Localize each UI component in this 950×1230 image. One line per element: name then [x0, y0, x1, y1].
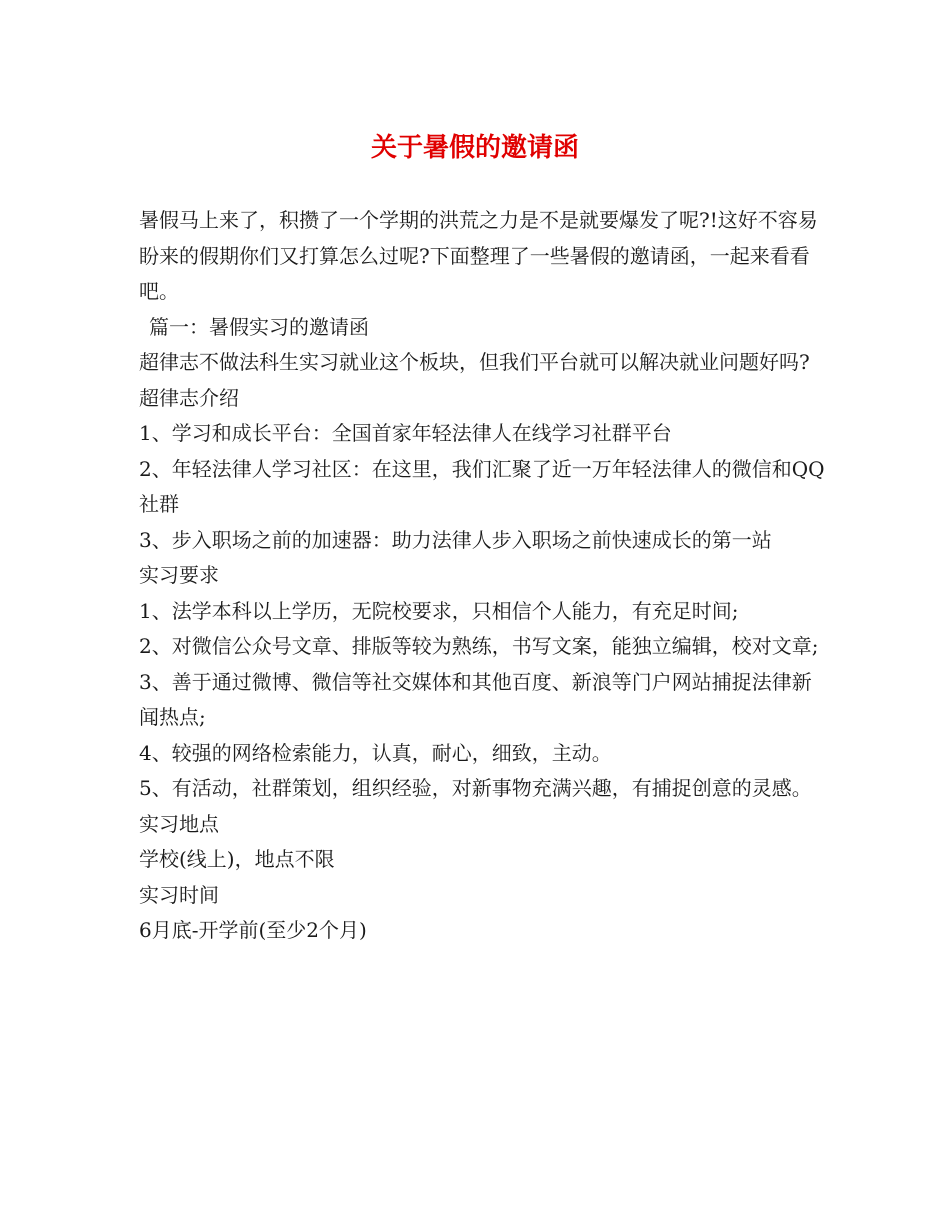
- list-item: 2、对微信公众号文章、排版等较为熟练，书写文案，能独立编辑，校对文章;: [139, 634, 819, 658]
- subheading: 实习地点: [139, 811, 219, 836]
- intro-paragraph: 暑假马上来了，积攒了一个学期的洪荒之力是不是就要爆发了呢?!这好不容易盼来的假期你们又打算怎么过呢?下面整理了一些暑假的邀请函，一起来看看吧。: [139, 208, 818, 303]
- list-item: 2、年轻法律人学习社区：在这里，我们汇聚了近一万年轻法律人的微信和QQ社群: [139, 456, 825, 516]
- section-heading: 篇一：暑假实习的邀请函: [149, 314, 369, 339]
- document-body: [139, 203, 829, 949]
- subheading: 实习时间: [139, 882, 219, 907]
- body-paragraph: 超律志不做法科生实习就业这个板块，但我们平台就可以解决就业问题好吗?: [139, 350, 810, 374]
- list-item: 1、学习和成长平台：全国首家年轻法律人在线学习社群平台: [139, 421, 672, 445]
- subheading: 超律志介绍: [139, 385, 239, 410]
- list-item: 5、有活动，社群策划，组织经验，对新事物充满兴趣，有捕捉创意的灵感。: [139, 776, 812, 800]
- list-item: 3、善于通过微博、微信等社交媒体和其他百度、新浪等门户网站捕捉法律新闻热点;: [139, 669, 812, 729]
- subheading: 实习要求: [139, 563, 219, 587]
- list-item: 3、步入职场之前的加速器：助力法律人步入职场之前快速成长的第一站: [139, 527, 772, 552]
- list-item: 1、法学本科以上学历，无院校要求，只相信个人能力，有充足时间;: [139, 598, 739, 623]
- body-paragraph: 6月底-开学前(至少2个月): [139, 918, 367, 942]
- document-title: 关于暑假的邀请函: [370, 133, 579, 163]
- list-item: 4、较强的网络检索能力，认真，耐心，细致，主动。: [139, 740, 612, 765]
- body-paragraph: 学校(线上)，地点不限: [139, 847, 335, 871]
